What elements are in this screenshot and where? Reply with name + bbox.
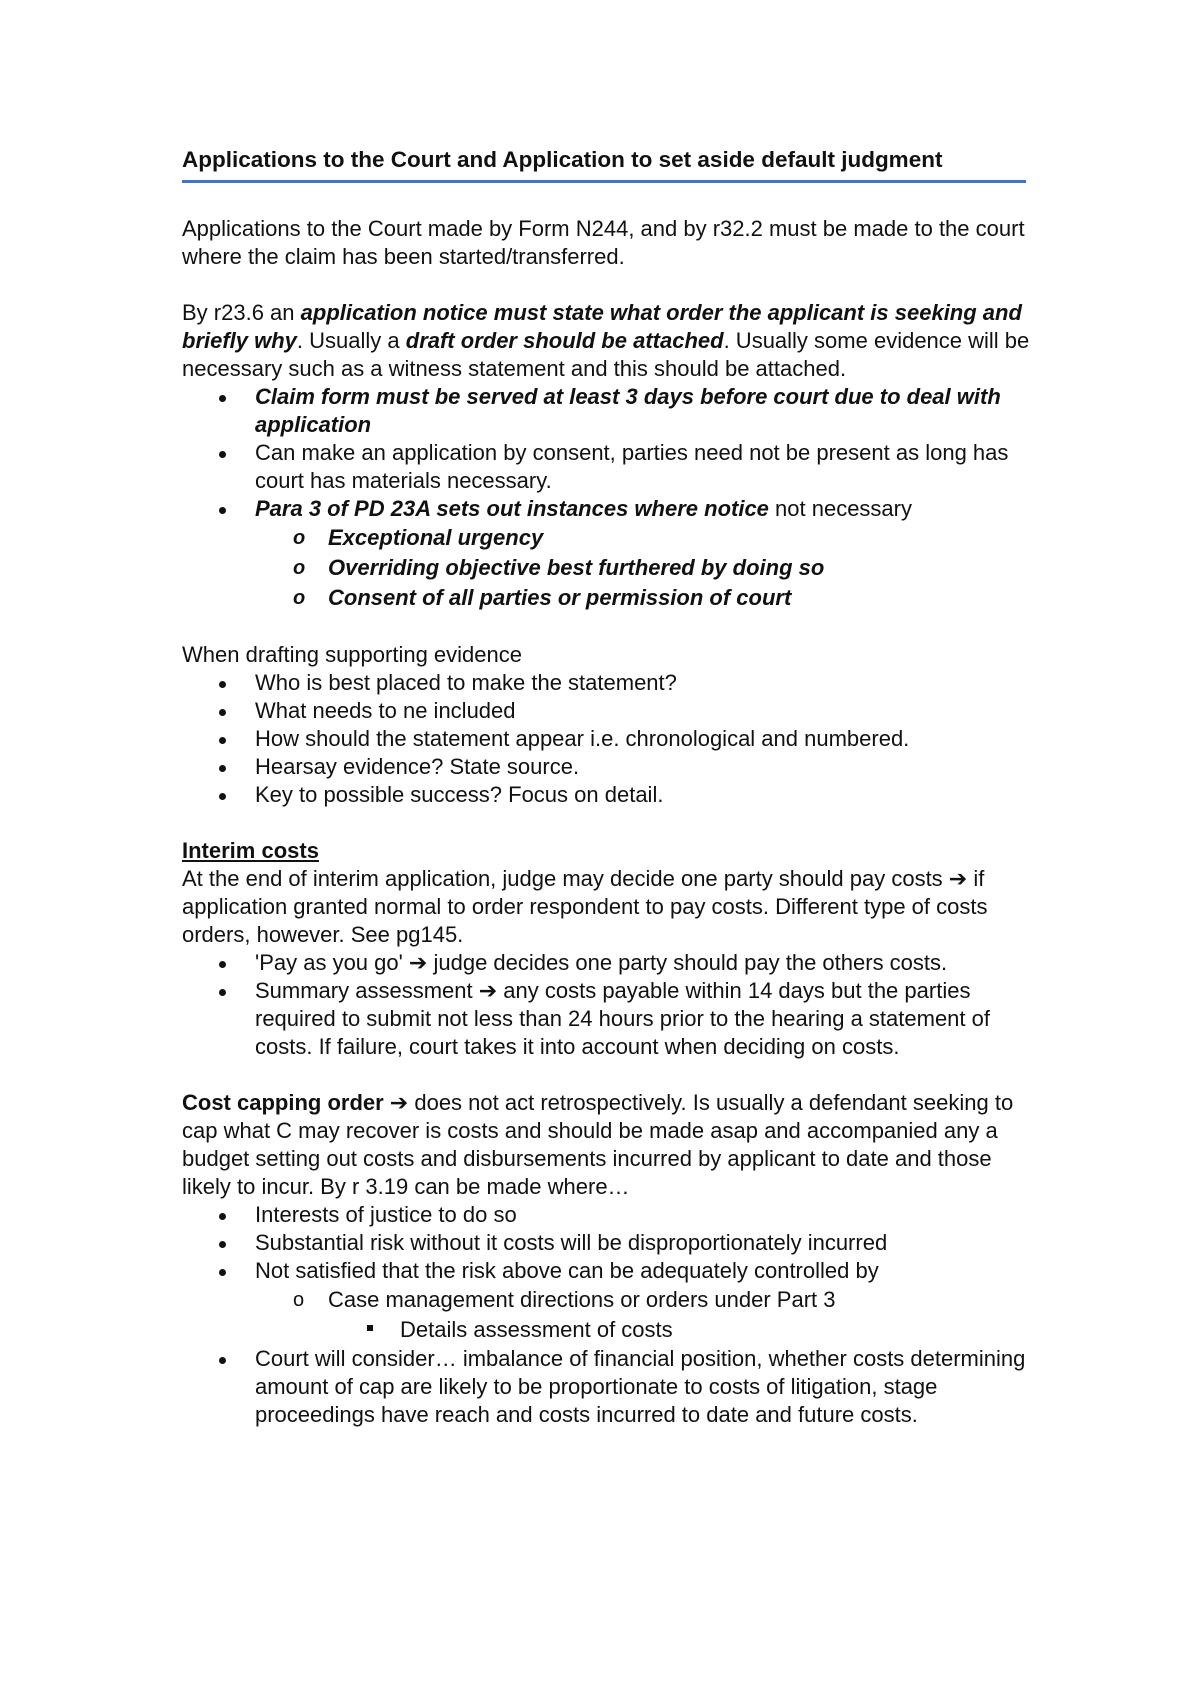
list-item: o Consent of all parties or permission of court (182, 583, 1032, 613)
list-item: Key to possible success? Focus on detail. (182, 781, 1032, 809)
list-item: How should the statement appear i.e. chronological and numbered. (182, 725, 1032, 753)
cost-capping-subsublist (328, 1315, 1032, 1345)
list-item: o Case management directions or orders under Part 3 Details assessment of costs (182, 1285, 1032, 1345)
list-item: o Overriding objective best furthered by doing so (182, 553, 1032, 583)
title-underline (182, 180, 1026, 183)
list-item: Court will consider… imbalance of financial position, whether costs determining amount of cap are likely to be proportionate to costs of litigation, stage proceedings have reach and costs incurred to date and future costs. (182, 1345, 1032, 1429)
page-title: Applications to the Court and Application to set aside default judgment (182, 147, 943, 172)
notice-exceptions-list (255, 523, 1032, 613)
cost-capping-paragraph: Cost capping order ➔ does not act retrospectively. Is usually a defendant seeking to cap what C may recover is costs and should be made asap and accompanied any a budget setting out costs and disbursements incurred by applicant to date and those likely to incur. By r 3.19 can be made where… (182, 1090, 1014, 1199)
list-item: Hearsay evidence? State source. (182, 753, 1032, 781)
interim-costs-body: At the end of interim application, judge may decide one party should pay costs ➔ if application granted normal to order respondent to pay costs. Different type of costs orders, however. See pg145. (182, 866, 988, 947)
list-item: Para 3 of PD 23A sets out instances where notice not necessary o Exceptional urgency o Overriding objective best furthered by doing so o Consent of all parties or permission of court (182, 495, 1032, 613)
application-bullets (182, 383, 1032, 613)
list-item: Substantial risk without it costs will be disproportionately incurred (182, 1229, 1032, 1257)
list-item: Claim form must be served at least 3 days before court due to deal with application (182, 383, 1032, 439)
list-item: Summary assessment ➔ any costs payable within 14 days but the parties required to submit not less than 24 hours prior to the hearing a statement of costs. If failure, court takes it into account when deciding on costs. (182, 977, 1032, 1061)
list-item: 'Pay as you go' ➔ judge decides one party should pay the others costs. (182, 949, 1032, 977)
cost-capping-heading: Cost capping order (182, 1090, 384, 1115)
cost-capping-sublist (255, 1285, 1032, 1345)
list-item: Can make an application by consent, parties need not be present as long has court has materials necessary. (182, 439, 1032, 495)
list-item: Details assessment of costs (182, 1315, 1032, 1345)
list-item: Interests of justice to do so (182, 1201, 1032, 1229)
list-item: Who is best placed to make the statement? (182, 669, 1032, 697)
interim-costs-bullets (182, 949, 1032, 1061)
interim-costs-heading: Interim costs (182, 838, 319, 863)
evidence-lead: When drafting supporting evidence (182, 642, 522, 667)
cost-capping-bullets (182, 1201, 1032, 1429)
document-content (182, 145, 1032, 1429)
list-item: o Exceptional urgency (182, 523, 1032, 553)
list-item: Not satisfied that the risk above can be adequately controlled by o Case management directions or orders under Part 3 Details assessment of costs (182, 1257, 1032, 1345)
intro-paragraph: Applications to the Court made by Form N244, and by r32.2 must be made to the court where the claim has been started/transferred. (182, 216, 1025, 269)
evidence-bullets (182, 669, 1032, 809)
list-item: What needs to ne included (182, 697, 1032, 725)
application-notice-paragraph: By r23.6 an application notice must state what order the applicant is seeking and briefly why. Usually a draft order should be attached. Usually some evidence will be necessary such as a witness statement and this should be attached. (182, 300, 1030, 381)
